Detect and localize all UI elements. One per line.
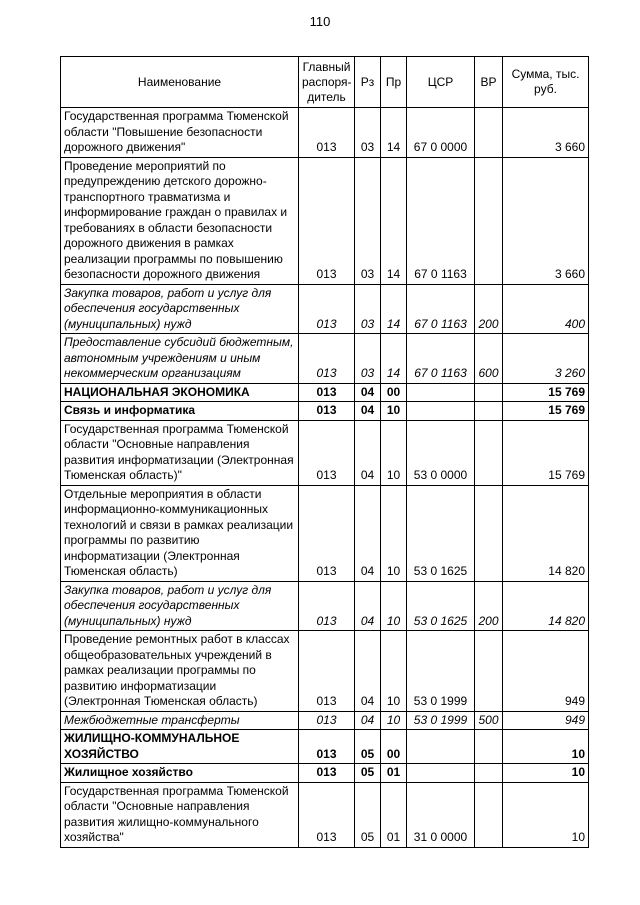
cell-main-manager: 013	[299, 764, 355, 783]
cell-subsection: 10	[381, 581, 407, 631]
cell-name: Проведение ремонтных работ в классах общеобразовательных учреждений в рамках реализации программы по развитию информатизации (Электронная Тюменская область)	[61, 631, 299, 712]
cell-expense-type	[475, 402, 503, 421]
cell-section: 05	[355, 782, 381, 847]
table-row	[61, 383, 589, 402]
table-row	[61, 782, 589, 847]
cell-section: 04	[355, 402, 381, 421]
cell-subsection: 10	[381, 485, 407, 581]
cell-expense-type: 600	[475, 334, 503, 384]
cell-amount: 949	[503, 631, 589, 712]
cell-name: Закупка товаров, работ и услуг для обеспечения государственных (муниципальных) нужд	[61, 284, 299, 334]
cell-name: Государственная программа Тюменской области "Основные направления развития информатизации (Электронная Тюменская область)"	[61, 420, 299, 485]
cell-amount: 14 820	[503, 485, 589, 581]
cell-main-manager: 013	[299, 402, 355, 421]
cell-main-manager: 013	[299, 631, 355, 712]
cell-expense-type	[475, 730, 503, 764]
cell-expense-type	[475, 631, 503, 712]
cell-name: Жилищное хозяйство	[61, 764, 299, 783]
cell-target-item: 53 0 1999	[407, 631, 475, 712]
cell-amount: 10	[503, 782, 589, 847]
cell-target-item: 53 0 1625	[407, 581, 475, 631]
table-row	[61, 157, 589, 284]
cell-section: 05	[355, 764, 381, 783]
cell-main-manager: 013	[299, 334, 355, 384]
cell-main-manager: 013	[299, 383, 355, 402]
cell-name: НАЦИОНАЛЬНАЯ ЭКОНОМИКА	[61, 383, 299, 402]
cell-name: Проведение мероприятий по предупреждению детского дорожно-транспортного травматизма и информирование граждан о правилах и требованиях в области безопасности дорожного движения в рамках реализации программы по повышению безопасности дорожного движения	[61, 157, 299, 284]
cell-subsection: 10	[381, 711, 407, 730]
cell-name: Государственная программа Тюменской области "Основные направления развития жилищно-коммунального хозяйства"	[61, 782, 299, 847]
cell-name: Закупка товаров, работ и услуг для обеспечения государственных (муниципальных) нужд	[61, 581, 299, 631]
cell-section: 04	[355, 581, 381, 631]
cell-target-item	[407, 764, 475, 783]
cell-target-item: 53 0 1999	[407, 711, 475, 730]
table-row	[61, 420, 589, 485]
cell-subsection: 10	[381, 402, 407, 421]
cell-subsection: 10	[381, 420, 407, 485]
table-row	[61, 284, 589, 334]
table-row	[61, 631, 589, 712]
cell-section: 04	[355, 383, 381, 402]
cell-amount: 10	[503, 764, 589, 783]
cell-name: Предоставление субсидий бюджетным, автономным учреждениям и иным некоммерческим организациям	[61, 334, 299, 384]
budget-table	[60, 56, 589, 848]
cell-amount: 15 769	[503, 420, 589, 485]
table-row	[61, 730, 589, 764]
cell-subsection: 00	[381, 383, 407, 402]
cell-section: 04	[355, 420, 381, 485]
table-row	[61, 485, 589, 581]
page-number: 110	[309, 14, 331, 29]
cell-expense-type	[475, 485, 503, 581]
cell-amount: 15 769	[503, 383, 589, 402]
cell-main-manager: 013	[299, 485, 355, 581]
table-row	[61, 402, 589, 421]
cell-subsection: 14	[381, 334, 407, 384]
cell-amount: 400	[503, 284, 589, 334]
header-subsection: Пр	[381, 57, 407, 108]
header-main-manager: Главный распоря-дитель	[299, 57, 355, 108]
cell-target-item: 53 0 0000	[407, 420, 475, 485]
header-target-item: ЦСР	[407, 57, 475, 108]
cell-expense-type	[475, 108, 503, 158]
table-body	[61, 108, 589, 848]
table-header-row	[61, 57, 589, 108]
header-name: Наименование	[61, 57, 299, 108]
cell-expense-type: 200	[475, 581, 503, 631]
cell-main-manager: 013	[299, 420, 355, 485]
cell-expense-type	[475, 383, 503, 402]
cell-expense-type	[475, 420, 503, 485]
cell-amount: 3 660	[503, 108, 589, 158]
cell-subsection: 14	[381, 108, 407, 158]
cell-main-manager: 013	[299, 108, 355, 158]
cell-section: 03	[355, 157, 381, 284]
cell-section: 04	[355, 485, 381, 581]
cell-target-item: 31 0 0000	[407, 782, 475, 847]
cell-amount: 10	[503, 730, 589, 764]
header-expense-type: ВР	[475, 57, 503, 108]
cell-section: 04	[355, 711, 381, 730]
cell-subsection: 01	[381, 764, 407, 783]
cell-name: Связь и информатика	[61, 402, 299, 421]
cell-main-manager: 013	[299, 711, 355, 730]
cell-main-manager: 013	[299, 284, 355, 334]
header-amount: Сумма, тыс. руб.	[503, 57, 589, 108]
cell-subsection: 14	[381, 157, 407, 284]
cell-section: 03	[355, 284, 381, 334]
table-row	[61, 581, 589, 631]
cell-target-item	[407, 730, 475, 764]
cell-name: Отдельные мероприятия в области информационно-коммуникационных технологий и связи в рамках реализации программы по развитию информатизации (Электронная Тюменская область)	[61, 485, 299, 581]
cell-main-manager: 013	[299, 157, 355, 284]
cell-section: 03	[355, 334, 381, 384]
header-section: Рз	[355, 57, 381, 108]
cell-target-item: 67 0 1163	[407, 334, 475, 384]
cell-subsection: 14	[381, 284, 407, 334]
cell-target-item	[407, 383, 475, 402]
cell-section: 04	[355, 631, 381, 712]
cell-amount: 949	[503, 711, 589, 730]
cell-expense-type	[475, 157, 503, 284]
cell-main-manager: 013	[299, 730, 355, 764]
cell-amount: 3 260	[503, 334, 589, 384]
table-row	[61, 764, 589, 783]
cell-target-item: 67 0 1163	[407, 157, 475, 284]
cell-amount: 15 769	[503, 402, 589, 421]
cell-expense-type	[475, 782, 503, 847]
cell-name: Межбюджетные трансферты	[61, 711, 299, 730]
cell-expense-type	[475, 764, 503, 783]
table-row	[61, 334, 589, 384]
table-row	[61, 711, 589, 730]
cell-expense-type: 200	[475, 284, 503, 334]
cell-subsection: 10	[381, 631, 407, 712]
cell-amount: 14 820	[503, 581, 589, 631]
cell-target-item: 53 0 1625	[407, 485, 475, 581]
cell-name: Государственная программа Тюменской области "Повышение безопасности дорожного движения"	[61, 108, 299, 158]
cell-section: 03	[355, 108, 381, 158]
cell-amount: 3 660	[503, 157, 589, 284]
cell-main-manager: 013	[299, 581, 355, 631]
cell-name: ЖИЛИЩНО-КОММУНАЛЬНОЕ ХОЗЯЙСТВО	[61, 730, 299, 764]
cell-target-item	[407, 402, 475, 421]
cell-expense-type: 500	[475, 711, 503, 730]
cell-subsection: 01	[381, 782, 407, 847]
table-row	[61, 108, 589, 158]
cell-section: 05	[355, 730, 381, 764]
cell-main-manager: 013	[299, 782, 355, 847]
cell-subsection: 00	[381, 730, 407, 764]
cell-target-item: 67 0 1163	[407, 284, 475, 334]
cell-target-item: 67 0 0000	[407, 108, 475, 158]
